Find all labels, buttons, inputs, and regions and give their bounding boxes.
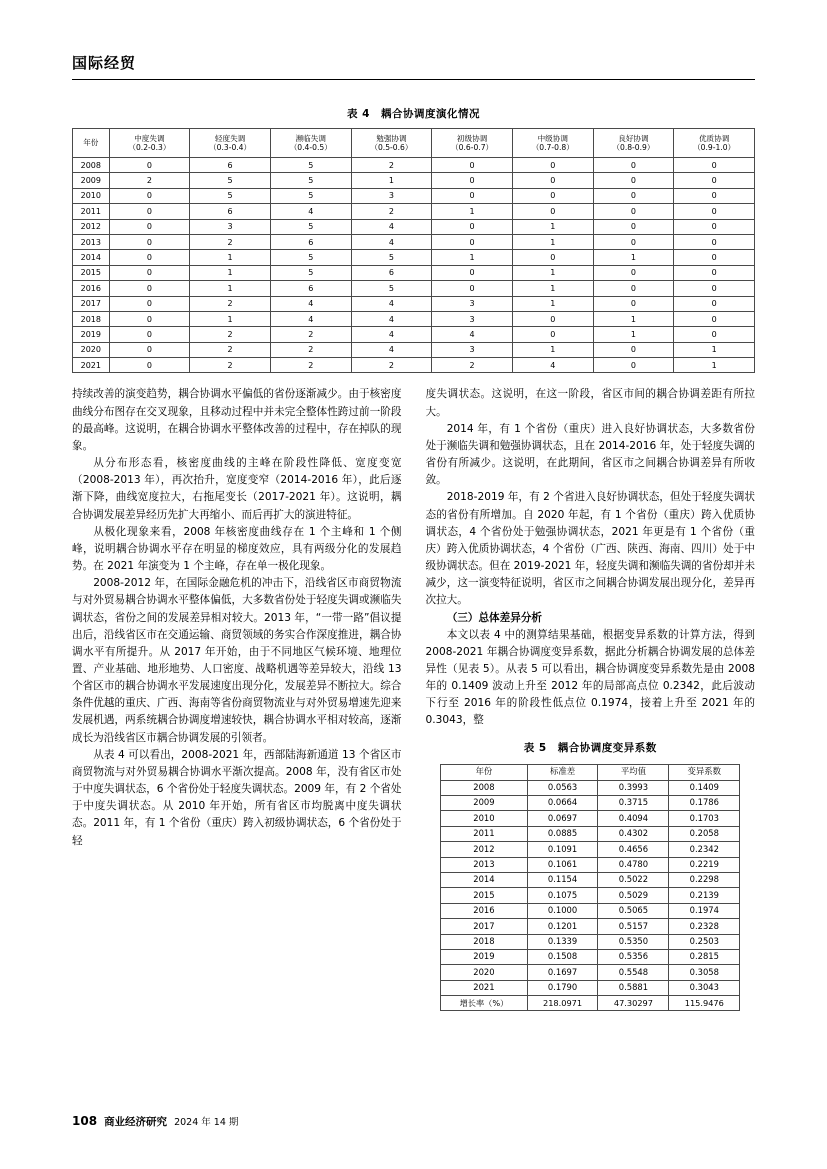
cell: 0.2058 (669, 826, 740, 841)
cell: 0 (109, 342, 190, 357)
table-row (441, 996, 740, 1011)
cell: 4 (512, 358, 593, 373)
cell: 0.5065 (598, 903, 669, 918)
cell: 1 (674, 342, 755, 357)
cell: 0 (593, 204, 674, 219)
cell: 4 (351, 327, 432, 342)
cell: 0 (109, 204, 190, 219)
cell-year: 2008 (73, 158, 110, 173)
cell-year: 2012 (441, 842, 527, 857)
cell: 0 (593, 265, 674, 280)
table4-body (73, 158, 755, 373)
cell: 1 (593, 250, 674, 265)
cell: 0 (109, 234, 190, 249)
paragraph: 从分布形态看，核密度曲线的主峰在阶段性降低、宽度变宽（2008-2013 年），再次抬升，宽度变窄（2014-2016 年），此后逐渐下降，曲线宽度拉大，右拖尾变长（2017-2021 年）。这说明，耦合协调发展差异经历先扩大再缩小、而后再扩大的演进特征。 (72, 457, 402, 521)
header-line2: （0.6-0.7） (451, 143, 494, 152)
table-row (73, 173, 755, 188)
cell: 0.2219 (669, 857, 740, 872)
table-row (73, 327, 755, 342)
table-row (441, 934, 740, 949)
cell: 2 (270, 358, 351, 373)
table4-col-header (190, 129, 271, 158)
cell-year: 2009 (73, 173, 110, 188)
cell: 0 (674, 234, 755, 249)
table5-col-header: 平均值 (598, 764, 669, 780)
cell: 0 (674, 311, 755, 326)
cell-year: 2020 (441, 965, 527, 980)
cell: 1 (593, 311, 674, 326)
cell: 0.4302 (598, 826, 669, 841)
cell: 0 (432, 188, 513, 203)
cell: 5 (270, 265, 351, 280)
cell: 0.1201 (527, 919, 598, 934)
cell: 6 (351, 265, 432, 280)
cell: 0.1697 (527, 965, 598, 980)
cell-year: 2021 (73, 358, 110, 373)
cell: 0.4780 (598, 857, 669, 872)
cell-year: 2016 (441, 903, 527, 918)
cell: 2 (190, 327, 271, 342)
cell: 0.1339 (527, 934, 598, 949)
cell: 0 (593, 158, 674, 173)
cell: 0.3715 (598, 795, 669, 810)
cell-year: 2015 (441, 888, 527, 903)
cell: 5 (270, 173, 351, 188)
table5-caption: 表 5 耦合协调度变异系数 (523, 741, 657, 754)
cell-year: 2018 (441, 934, 527, 949)
cell: 0 (109, 358, 190, 373)
cell: 0.1000 (527, 903, 598, 918)
cell: 6 (270, 281, 351, 296)
cell: 47.30297 (598, 996, 669, 1011)
header-line2: （0.7-0.8） (531, 143, 574, 152)
cell-year: 2011 (441, 826, 527, 841)
cell-year: 2013 (73, 234, 110, 249)
cell: 0 (109, 265, 190, 280)
table4-caption: 表 4 耦合协调度演化情况 (347, 108, 480, 120)
cell: 0 (674, 281, 755, 296)
header-line1: 轻度失调 (214, 133, 246, 143)
header-line1: 初级协调 (456, 133, 488, 143)
issue-label: 2024 年 14 期 (174, 1117, 239, 1128)
header-line2: （0.9-1.0） (693, 143, 736, 152)
header-line1: 濒临失调 (295, 133, 326, 143)
cell: 2 (351, 358, 432, 373)
table4-col-header (351, 129, 432, 158)
cell: 1 (512, 265, 593, 280)
table5-head (441, 764, 740, 780)
cell: 4 (351, 342, 432, 357)
table-row (73, 234, 755, 249)
cell: 0.0885 (527, 826, 598, 841)
cell: 1 (593, 327, 674, 342)
section-subheading: （三）总体差异分析 (446, 611, 543, 624)
cell: 0.4094 (598, 811, 669, 826)
table-row (73, 250, 755, 265)
table-row (73, 219, 755, 234)
cell: 0.5548 (598, 965, 669, 980)
cell: 1 (512, 296, 593, 311)
left-column (72, 386, 402, 1011)
cell: 0 (593, 173, 674, 188)
cell: 0.1075 (527, 888, 598, 903)
cell: 2 (270, 342, 351, 357)
cell: 6 (190, 204, 271, 219)
cell-year: 2015 (73, 265, 110, 280)
header-line1: 优质协调 (698, 133, 730, 143)
cell: 0 (109, 158, 190, 173)
cell-year: 2008 (441, 780, 527, 795)
page-number: 108 (72, 1114, 98, 1128)
table-row (441, 980, 740, 995)
cell: 0.2139 (669, 888, 740, 903)
table-row (441, 872, 740, 887)
table-row (73, 358, 755, 373)
cell: 0 (674, 204, 755, 219)
cell: 0.1091 (527, 842, 598, 857)
cell: 0.4656 (598, 842, 669, 857)
cell: 0.1790 (527, 980, 598, 995)
cell: 0 (593, 296, 674, 311)
header-divider (72, 79, 755, 80)
cell-year: 2020 (73, 342, 110, 357)
cell-year: 2010 (441, 811, 527, 826)
table-row (441, 903, 740, 918)
cell: 0.2298 (669, 872, 740, 887)
cell: 5 (190, 188, 271, 203)
cell: 2 (190, 234, 271, 249)
header-line2: （0.3-0.4） (209, 143, 252, 152)
cell: 0 (109, 327, 190, 342)
cell: 1 (512, 281, 593, 296)
cell: 0.0697 (527, 811, 598, 826)
cell: 0 (674, 158, 755, 173)
table-row (441, 811, 740, 826)
cell: 1 (512, 342, 593, 357)
cell: 0.1508 (527, 949, 598, 964)
cell: 5 (270, 158, 351, 173)
body-columns (72, 386, 755, 1011)
cell: 4 (432, 327, 513, 342)
table-row (73, 265, 755, 280)
table5-header-row (441, 764, 740, 780)
cell: 0 (109, 250, 190, 265)
cell: 4 (351, 234, 432, 249)
table5-col-header: 年份 (441, 764, 527, 780)
cell-year: 2014 (441, 872, 527, 887)
cell: 0 (593, 188, 674, 203)
cell: 2 (190, 296, 271, 311)
table-row (73, 281, 755, 296)
cell: 0.5881 (598, 980, 669, 995)
cell: 1 (190, 265, 271, 280)
cell: 0 (593, 281, 674, 296)
cell: 2 (351, 204, 432, 219)
cell: 0 (109, 188, 190, 203)
cell: 0.0664 (527, 795, 598, 810)
paragraph: 从极化现象来看，2008 年核密度曲线存在 1 个主峰和 1 个侧峰，说明耦合协调水平存在明显的梯度效应，具有两级分化的发展趋势。在 2021 年演变为 1 个主峰，存在单一极化现象。 (72, 525, 402, 573)
paragraph: 本文以表 4 中的测算结果基础，根据变异系数的计算方法，得到 2008-2021 年耦合协调度变异系数，据此分析耦合协调发展的总体差异性（见表 5）。从表 5 可以看出，耦合协调度变异系数先是由 2008 年的 0.1409 波动上升至 2012 年的局部高点位 0.2342，此后波动下行至 2016 年的阶段性低点位 0.1974，接着上升至 2021 年的 0.3043，整 (425, 628, 755, 727)
cell: 0 (593, 342, 674, 357)
table-row (441, 795, 740, 810)
cell: 3 (432, 342, 513, 357)
cell: 0 (432, 281, 513, 296)
cell-year: 2019 (73, 327, 110, 342)
cell: 0 (432, 219, 513, 234)
cell: 4 (270, 296, 351, 311)
table4-col-header (593, 129, 674, 158)
header-line2: （0.2-0.3） (128, 143, 171, 152)
cell: 0 (674, 219, 755, 234)
cell: 2 (190, 358, 271, 373)
cell: 0 (512, 188, 593, 203)
cell: 0.5350 (598, 934, 669, 949)
table5-body (441, 780, 740, 1011)
cell: 0.1786 (669, 795, 740, 810)
header-line2: （0.4-0.5） (289, 143, 332, 152)
table4-head (73, 129, 755, 158)
cell-year: 2017 (73, 296, 110, 311)
paragraph: 2018-2019 年，有 2 个省进入良好协调状态，但处于轻度失调状态的省份有所增加。自 2020 年起，有 1 个省份（重庆）跨入优质协调状态，4 个省份处于勉强协调状态，2021 年更是有 1 个省份（重庆）跨入优质协调状态，4 个省份（广西、陕西、海南、四川）处于中级协调状态。但在 2019-2021 年，轻度失调和濒临失调的省份却并未减少，这一演变特征说明，省区市之间耦合协调发展出现分化，差异再次拉大。 (425, 491, 755, 607)
cell: 2 (351, 158, 432, 173)
cell: 3 (432, 311, 513, 326)
cell: 0 (109, 296, 190, 311)
cell: 6 (190, 158, 271, 173)
cell: 1 (432, 204, 513, 219)
cell: 115.9476 (669, 996, 740, 1011)
cell: 1 (432, 250, 513, 265)
cell: 0 (109, 281, 190, 296)
cell: 0.5029 (598, 888, 669, 903)
cell: 3 (432, 296, 513, 311)
cell: 0 (512, 250, 593, 265)
table4-col-header (512, 129, 593, 158)
cell: 0.2342 (669, 842, 740, 857)
cell: 0.2815 (669, 949, 740, 964)
cell: 1 (190, 250, 271, 265)
cell: 0.5356 (598, 949, 669, 964)
cell: 3 (351, 188, 432, 203)
table-row (441, 780, 740, 795)
cell-year: 2018 (73, 311, 110, 326)
paragraph: 2008-2012 年，在国际金融危机的冲击下，沿线省区市商贸物流与对外贸易耦合协调水平整体偏低，大多数省份处于轻度失调或濒临失调状态，省份之间的发展差异相对较大。2013 年，“一带一路”倡议提出后，沿线省区市在交通运输、商贸领域的务实合作深度推进，耦合协调水平有所提升。从 2017 年开始，由于不同地区气候环境、地理位置、产业基础、地形地势、人口密度、战略机遇等差异较大，沿线 13 个省区市的耦合协调水平发展速度出现分化，发展差异不断拉大。综合条件优越的重庆、广西、海南等省份商贸物流业与对外贸易增速先迎来发展机遇，两系统耦合协调度增速较快，耦合协调水平相对较高，逐渐成长为沿线省区市耦合协调发展的引领者。 (72, 577, 402, 744)
table-row (441, 919, 740, 934)
cell: 0 (512, 204, 593, 219)
cell: 0 (512, 311, 593, 326)
table5 (440, 764, 740, 1012)
cell: 218.0971 (527, 996, 598, 1011)
cell: 1 (674, 358, 755, 373)
cell: 0.1154 (527, 872, 598, 887)
cell-label: 增长率（%） (441, 996, 527, 1011)
cell: 4 (351, 296, 432, 311)
table-row (441, 857, 740, 872)
table-row (441, 965, 740, 980)
cell: 5 (270, 219, 351, 234)
cell: 1 (190, 311, 271, 326)
table4-block (72, 106, 755, 373)
cell: 0 (512, 327, 593, 342)
page-footer (72, 1114, 238, 1129)
cell: 5 (351, 250, 432, 265)
cell: 0 (512, 173, 593, 188)
cell: 0 (512, 158, 593, 173)
table-row (73, 204, 755, 219)
table5-col-header: 标准差 (527, 764, 598, 780)
table-row (73, 296, 755, 311)
cell: 0.1703 (669, 811, 740, 826)
table4-header-row (73, 129, 755, 158)
cell: 6 (270, 234, 351, 249)
page-header (72, 0, 755, 80)
journal-name: 商业经济研究 (104, 1116, 168, 1128)
cell-year: 2014 (73, 250, 110, 265)
cell: 2 (109, 173, 190, 188)
table-row (73, 311, 755, 326)
cell-year: 2012 (73, 219, 110, 234)
table5-block (426, 740, 756, 1012)
cell: 5 (190, 173, 271, 188)
table4-col-header (674, 129, 755, 158)
cell: 0 (593, 219, 674, 234)
paragraph: 从表 4 可以看出，2008-2021 年，西部陆海新通道 13 个省区市商贸物流与对外贸易耦合协调水平渐次提高。2008 年，没有省区市处于中度失调状态，6 个省份处于轻度失调状态。2009 年，有 2 个省处于中度失调状态。从 2010 年开始，所有省区市均脱离中度失调状态。2011 年，有 1 个省份（重庆）跨入初级协调状态，6 个省份处于轻 (72, 748, 402, 847)
cell-year: 2021 (441, 980, 527, 995)
cell: 0 (674, 188, 755, 203)
paragraph: 2014 年，有 1 个省份（重庆）进入良好协调状态，大多数省份处于濒临失调和勉强协调状态，且在 2014-2016 年，处于轻度失调的省份有所减少。这说明，在此期间，省区市之间耦合协调差异有所收敛。 (425, 422, 755, 487)
cell: 0 (674, 296, 755, 311)
cell: 1 (512, 219, 593, 234)
cell: 0 (432, 173, 513, 188)
table4-col-header (432, 129, 513, 158)
paragraph: 持续改善的演变趋势，耦合协调水平偏低的省份逐渐减少。由于核密度曲线分布图存在交叉现象，且移动过程中并未完全整体性跨过前一阶段的最高峰。这说明，在耦合协调水平整体改善的过程中，存在掉队的现象。 (72, 388, 402, 452)
cell: 0 (674, 250, 755, 265)
header-line1: 中级协调 (537, 133, 568, 143)
cell: 5 (351, 281, 432, 296)
cell: 5 (270, 188, 351, 203)
header-line1: 良好协调 (618, 133, 649, 143)
cell: 0.3058 (669, 965, 740, 980)
cell-year: 2011 (73, 204, 110, 219)
cell: 4 (270, 311, 351, 326)
cell: 3 (190, 219, 271, 234)
header-line1: 年份 (83, 138, 99, 148)
table-row (441, 842, 740, 857)
header-line2: （0.8-0.9） (612, 143, 655, 152)
cell: 0.1409 (669, 780, 740, 795)
header-title: 国际经贸 (72, 54, 137, 72)
cell-year: 2017 (441, 919, 527, 934)
cell: 0.5022 (598, 872, 669, 887)
cell: 1 (190, 281, 271, 296)
cell: 0.2328 (669, 919, 740, 934)
cell: 0.2503 (669, 934, 740, 949)
cell: 2 (190, 342, 271, 357)
cell: 4 (351, 219, 432, 234)
cell: 1 (512, 234, 593, 249)
table-row (441, 826, 740, 841)
cell: 0.3993 (598, 780, 669, 795)
header-line1: 中度失调 (134, 133, 165, 143)
table-row (73, 158, 755, 173)
cell-year: 2009 (441, 795, 527, 810)
cell: 0 (109, 311, 190, 326)
cell: 0 (432, 265, 513, 280)
cell: 0.1974 (669, 903, 740, 918)
table-row (73, 342, 755, 357)
table4-col-header (109, 129, 190, 158)
table-row (441, 888, 740, 903)
table4 (72, 128, 755, 373)
cell: 0 (674, 173, 755, 188)
right-column (426, 386, 756, 1011)
cell: 5 (270, 250, 351, 265)
table5-col-header: 变异系数 (669, 764, 740, 780)
header-line2: （0.5-0.6） (370, 143, 413, 152)
cell-year: 2010 (73, 188, 110, 203)
table-row (441, 949, 740, 964)
cell: 1 (351, 173, 432, 188)
cell: 0.0563 (527, 780, 598, 795)
cell-year: 2016 (73, 281, 110, 296)
table4-col-header (73, 129, 110, 158)
cell: 0.1061 (527, 857, 598, 872)
cell-year: 2019 (441, 949, 527, 964)
table4-col-header (270, 129, 351, 158)
cell: 0 (593, 358, 674, 373)
cell: 0 (432, 234, 513, 249)
cell: 0.3043 (669, 980, 740, 995)
cell-year: 2013 (441, 857, 527, 872)
cell: 0 (674, 265, 755, 280)
cell: 2 (270, 327, 351, 342)
cell: 4 (351, 311, 432, 326)
cell: 0 (109, 219, 190, 234)
cell: 4 (270, 204, 351, 219)
cell: 0 (674, 327, 755, 342)
table-row (73, 188, 755, 203)
cell: 0 (432, 158, 513, 173)
cell: 2 (432, 358, 513, 373)
paragraph: 度失调状态。这说明，在这一阶段，省区市间的耦合协调差距有所拉大。 (425, 388, 755, 418)
header-line1: 勉强协调 (376, 133, 407, 143)
cell: 0 (593, 234, 674, 249)
cell: 0.5157 (598, 919, 669, 934)
